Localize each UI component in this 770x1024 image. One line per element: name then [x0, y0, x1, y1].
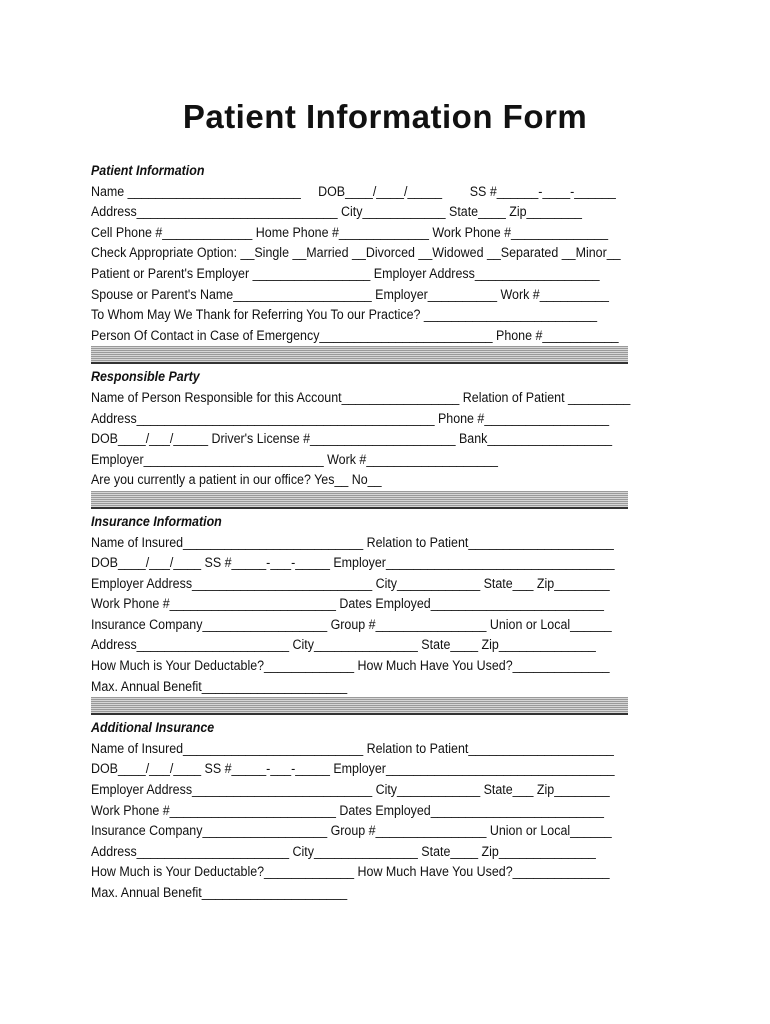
address-phone-line: Address___________________________________________ Phone #__________________: [91, 410, 610, 426]
dob-ss-employer-line: DOB____/___/____ SS #_____-___-_____ Employer_________________________________: [91, 555, 615, 571]
insured-name-line: Name of Insured__________________________ Relation to Patient_____________________: [91, 534, 614, 550]
insurance-company-line: Insurance Company__________________ Group #________________ Union or Local______: [91, 616, 612, 632]
annual-benefit-line: Max. Annual Benefit_____________________: [91, 678, 348, 694]
responsible-party-section: [91, 367, 636, 491]
spouse-line: Spouse or Parent's Name____________________ Employer__________ Work #__________: [91, 286, 609, 302]
form-body: [91, 161, 636, 904]
current-patient-line: Are you currently a patient in our office? Yes__ No__: [91, 472, 382, 488]
name-dob-ss-line: Name _________________________ DOB____/____/_____ SS #______-____-______: [91, 183, 616, 199]
work-phone-line: Work Phone #________________________ Dates Employed_________________________: [91, 802, 604, 818]
employer-address-line: Employer Address__________________________ City____________ State___ Zip________: [91, 782, 610, 798]
phones-line: Cell Phone #_____________ Home Phone #_____________ Work Phone #______________: [91, 224, 609, 240]
marital-status-line: Check Appropriate Option: __Single __Married __Divorced __Widowed __Separated __Minor__: [91, 245, 621, 261]
employer-address-line: Employer Address__________________________ City____________ State___ Zip________: [91, 575, 610, 591]
address-line: Address______________________ City_______________ State____ Zip______________: [91, 637, 596, 653]
dob-ss-employer-line: DOB____/___/____ SS #_____-___-_____ Employer_________________________________: [91, 761, 615, 777]
responsible-name-line: Name of Person Responsible for this Account_________________ Relation of Patient _________: [91, 389, 631, 405]
form-title: Patient Information Form: [182, 98, 588, 135]
section-divider: [91, 491, 628, 509]
section-divider: [91, 697, 628, 715]
address-line: Address_____________________________ City____________ State____ Zip________: [91, 204, 582, 220]
additional-insurance-section: [91, 718, 636, 903]
insurance-company-line: Insurance Company__________________ Group #________________ Union or Local______: [91, 823, 612, 839]
patient-information-section: [91, 161, 636, 346]
referral-line: To Whom May We Thank for Referring You To our Practice? _________________________: [91, 307, 598, 323]
deductible-line: How Much is Your Deductable?_____________ How Much Have You Used?______________: [91, 658, 610, 674]
section-divider: [91, 346, 628, 364]
section-heading: Additional Insurance: [91, 720, 215, 736]
employer-work-line: Employer__________________________ Work #___________________: [91, 451, 498, 467]
employer-line: Patient or Parent's Employer _________________ Employer Address__________________: [91, 265, 600, 281]
insured-name-line: Name of Insured__________________________ Relation to Patient_____________________: [91, 740, 614, 756]
annual-benefit-line: Max. Annual Benefit_____________________: [91, 885, 348, 900]
section-heading: Patient Information: [91, 163, 205, 178]
section-heading: Responsible Party: [91, 369, 200, 385]
deductible-line: How Much is Your Deductable?_____________ How Much Have You Used?______________: [91, 864, 610, 880]
address-line: Address______________________ City_______________ State____ Zip______________: [91, 843, 596, 859]
section-heading: Insurance Information: [91, 513, 222, 529]
work-phone-line: Work Phone #________________________ Dates Employed_________________________: [91, 596, 604, 612]
dob-license-bank-line: DOB____/___/_____ Driver's License #_____________________ Bank__________________: [91, 431, 613, 447]
insurance-information-section: [91, 512, 636, 697]
emergency-contact-line: Person Of Contact in Case of Emergency_________________________ Phone #___________: [91, 327, 619, 343]
